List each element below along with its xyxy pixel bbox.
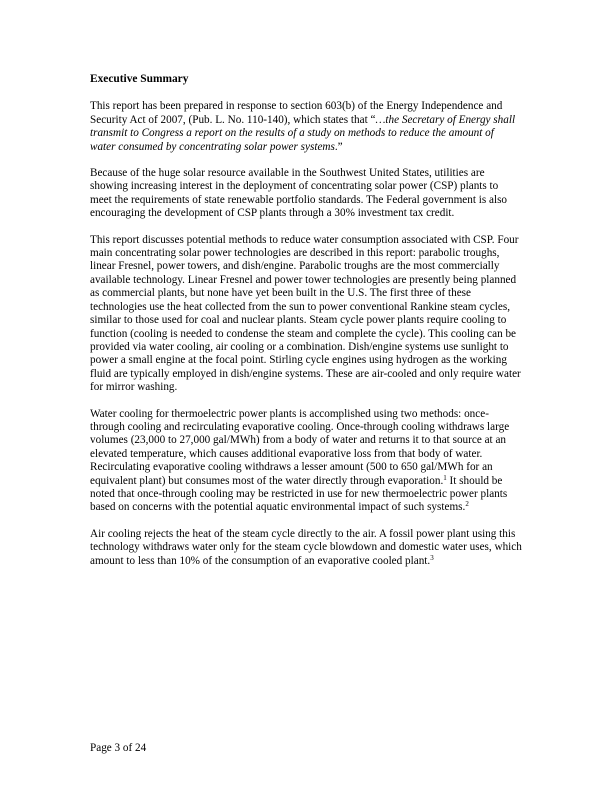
- paragraph-intro: [90, 100, 522, 154]
- water-cooling-text: Water cooling for thermoelectric power plants is accomplished using two methods: once-through cooling and recirculating evaporative cooling. Once-through cooling withdraws large volumes (23,000 to 27,000 gal/MWh) from a body of water and returns it to that source at an elevated temperature, which causes additional evaporative loss from that body of water. Recirculating evaporative cooling withdraws a lesser amount (500 to 650 gal/MWh for an equivalent plant) but consumes most of the water directly through evaporation.: [90, 407, 510, 487]
- intro-text-end: .”: [334, 140, 343, 153]
- intro-text: This report has been prepared in response to section 603(b) of the Energy Independence and Security Act of 2007, (Pub. L. No. 110-140), which states that “: [90, 100, 503, 126]
- water-cooling-text-cont: It should be noted that once-through cooling may be restricted in use for new thermoelectric power plants based on concerns with the potential aquatic environmental impact of such systems.: [90, 474, 508, 514]
- footnote-ref-2[interactable]: 2: [465, 500, 469, 509]
- footnote-ref-1[interactable]: 1: [443, 473, 447, 482]
- paragraph-technologies: This report discusses potential methods to reduce water consumption associated with CSP. Four main concentrating solar power technologies are described in this report: parabolic troughs, linear Fresnel, power towers, and dish/engine. Parabolic troughs are the most commercially available technology. Linear Fresnel and power tower technologies are presently being planned as commercial plants, but none have yet been built in the U.S. The first three of these technologies use the heat collected from the sun to power conventional Rankine steam cycles, similar to those used for coal and nuclear plants. Steam cycle power plants require cooling to function (cooling is needed to condense the steam and complete the cycle). This cooling can be provided via water cooling, air cooling or a combination. Dish/engine systems use sunlight to power a small engine at the focal point. Stirling cycle engines using hydrogen as the working fluid are typically employed in dish/engine systems. These are air-cooled and only require water for mirror washing.: [90, 233, 521, 394]
- intro-quote: …the Secretary of Energy shall transmit to Congress a report on the results of a study on methods to reduce the amount of water consumed by concentrating solar power systems: [90, 113, 516, 153]
- air-cooling-text: Air cooling rejects the heat of the steam cycle directly to the air. A fossil power plant using this technology withdraws water only for the steam cycle blowdown and domestic water uses, which amount to less than 10% of the consumption of an evaporative cooled plant.: [90, 527, 522, 567]
- page-number: Page 3 of 24: [90, 742, 147, 754]
- paragraph-solar-resource: Because of the huge solar resource available in the Southwest United States, utilities are showing increasing interest in the deployment of concentrating solar power (CSP) plants to meet the requirements of state renewable portfolio standards. The Federal government is also encouraging the development of CSP plants through a 30% investment tax credit.: [90, 167, 508, 220]
- page-content: [90, 73, 522, 581]
- paragraph-water-cooling: [90, 408, 522, 515]
- paragraph-air-cooling: [90, 528, 522, 568]
- section-heading: Executive Summary: [90, 73, 189, 85]
- footnote-ref-3[interactable]: 3: [430, 553, 434, 562]
